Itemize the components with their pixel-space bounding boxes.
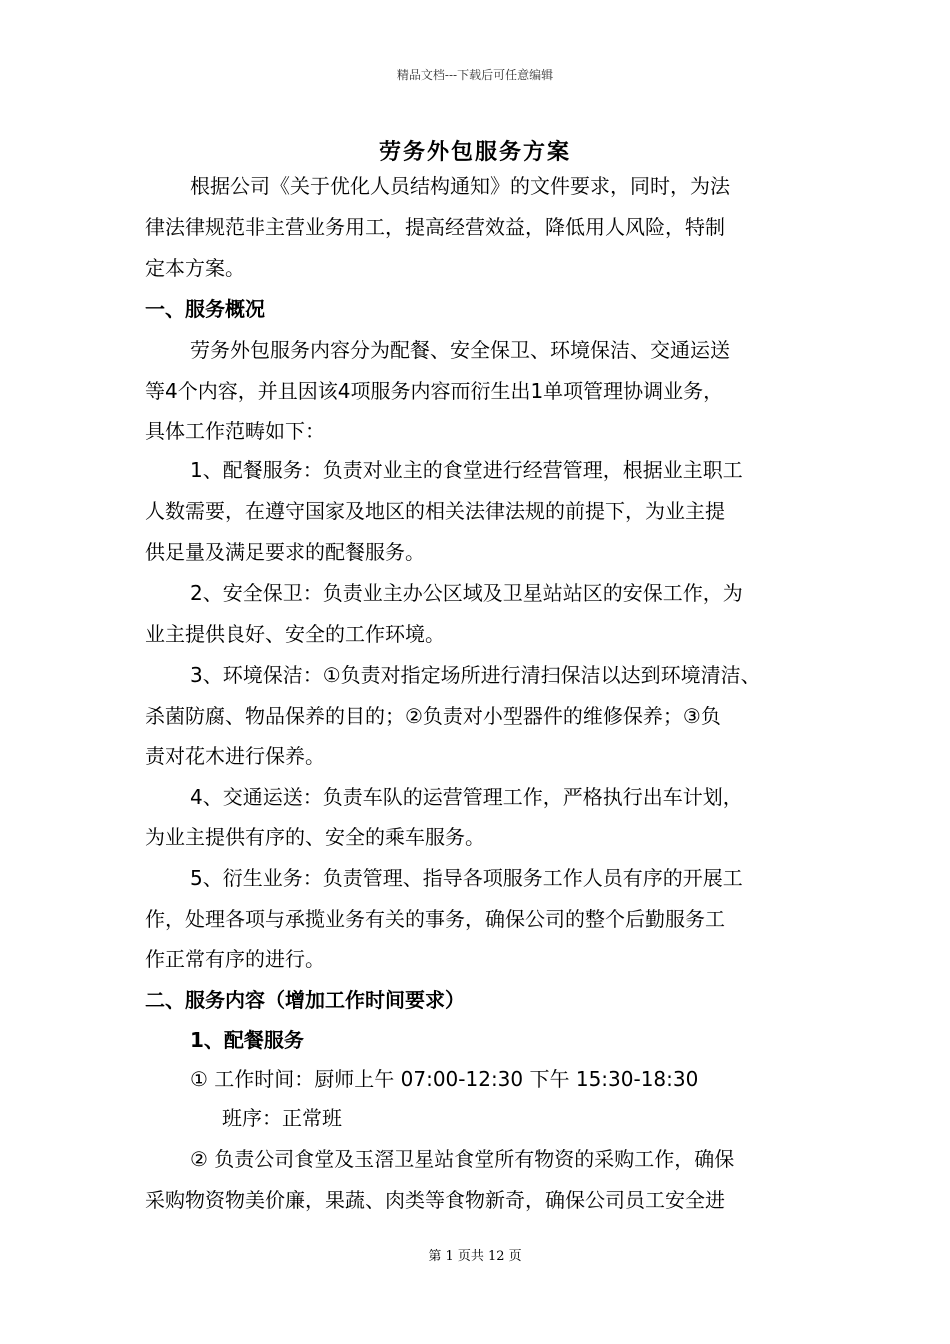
item-line: 供足量及满足要求的配餐服务。 xyxy=(145,540,425,564)
item-line: 4、交通运送：负责车队的运营管理工作，严格执行出车计划， xyxy=(190,785,743,809)
shift-line: 班序：正常班 xyxy=(222,1106,342,1130)
paragraph-line: 等4个内容，并且因该4项服务内容而衍生出1单项管理协调业务， xyxy=(145,379,724,403)
subsection-heading: 1、配餐服务 xyxy=(190,1028,304,1052)
item-line: ② 负责公司食堂及玉滘卫星站食堂所有物资的采购工作，确保 xyxy=(190,1147,735,1171)
item-line: 作，处理各项与承揽业务有关的事务，确保公司的整个后勤服务工 xyxy=(145,907,725,931)
item-line: 作正常有序的进行。 xyxy=(145,947,325,971)
item-line: 责对花木进行保养。 xyxy=(145,744,325,768)
header-note: 精品文档---下载后可任意编辑 xyxy=(396,68,554,82)
item-line: 2、安全保卫：负责业主办公区域及卫星站站区的安保工作，为 xyxy=(190,581,743,605)
section-heading: 一、服务概况 xyxy=(145,297,265,321)
intro-line: 根据公司《关于优化人员结构通知》的文件要求，同时，为法 xyxy=(190,174,730,198)
item-line: 人数需要，在遵守国家及地区的相关法律法规的前提下，为业主提 xyxy=(145,499,725,523)
item-line: 采购物资物美价廉，果蔬、肉类等食物新奇，确保公司员工安全进 xyxy=(145,1188,725,1212)
item-line: 3、环境保洁：①负责对指定场所进行清扫保洁以达到环境清洁、 xyxy=(190,663,761,687)
item-line: 1、配餐服务：负责对业主的食堂进行经营管理，根据业主职工 xyxy=(190,458,743,482)
section-heading: 二、服务内容（增加工作时间要求） xyxy=(145,988,465,1012)
paragraph-line: 劳务外包服务内容分为配餐、安全保卫、环境保洁、交通运送 xyxy=(190,338,730,362)
intro-line: 律法律规范非主营业务用工，提高经营效益，降低用人风险，特制 xyxy=(145,215,725,239)
document-title: 劳务外包服务方案 xyxy=(378,140,571,165)
paragraph-line: 具体工作范畴如下： xyxy=(145,419,325,443)
item-line: 杀菌防腐、物品保养的目的；②负责对小型器件的维修保养；③负 xyxy=(145,704,721,728)
intro-line: 定本方案。 xyxy=(145,256,245,280)
item-line: 业主提供良好、安全的工作环境。 xyxy=(145,622,445,646)
work-time-line: ① 工作时间：厨师上午 07:00-12:30 下午 15:30-18:30 xyxy=(190,1067,699,1091)
page-footer: 第 1 页共 12 页 xyxy=(428,1249,522,1264)
item-line: 5、衍生业务：负责管理、指导各项服务工作人员有序的开展工 xyxy=(190,866,743,890)
item-line: 为业主提供有序的、安全的乘车服务。 xyxy=(145,825,485,849)
